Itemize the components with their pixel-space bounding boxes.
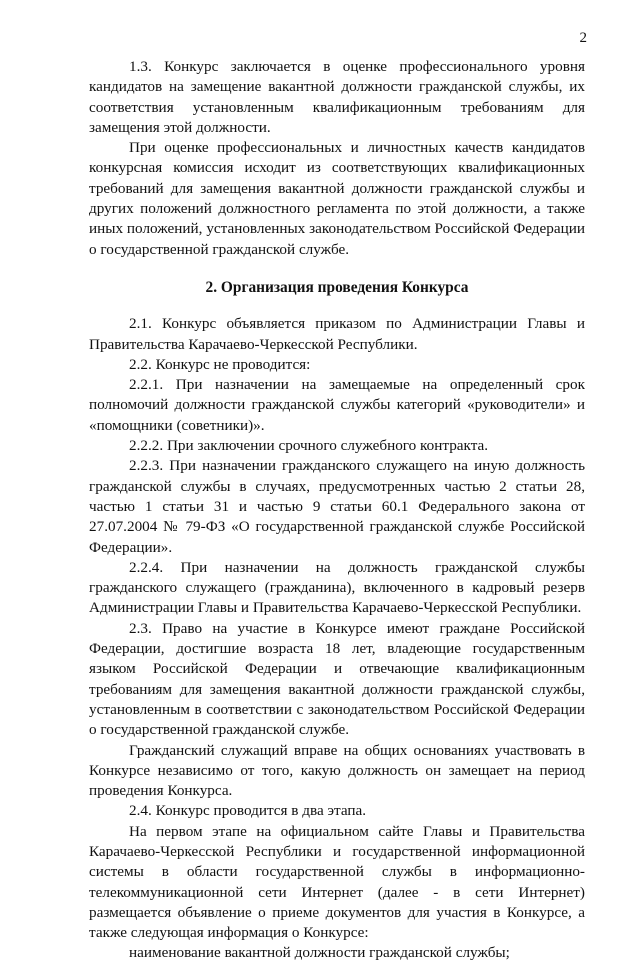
paragraph-2-1: 2.1. Конкурс объявляется приказом по Администрации Главы и Правительства Карачаево-Черкесской Республики. bbox=[89, 315, 585, 353]
section-heading: 2. Организация проведения Конкурса bbox=[205, 278, 469, 296]
paragraph-2-4: 2.4. Конкурс проводится в два этапа. bbox=[129, 802, 367, 820]
paragraph-first-stage: На первом этапе на официальном сайте Главы и Правительства Карачаево-Черкесской Республики и государственной информационной системы в области государственной службы в информационно-телекоммуникационной сети Интернет (далее - в сети Интернет) размещается объявление о приеме документов для участия в Конкурсе, а также следующая информация о Конкурсе: bbox=[89, 822, 585, 942]
paragraph-position-name: наименование вакантной должности гражданской службы; bbox=[129, 944, 510, 962]
paragraph-2-2-3: 2.2.3. При назначении гражданского служащего на иную должность гражданской службы в случаях, предусмотренных частью 2 статьи 28, частью 1 статьи 31 и частью 9 статьи 60.1 Федерального закона от 27.07.2004 № 79-ФЗ «О государственной гражданской службе Российской Федерации». bbox=[89, 457, 585, 556]
paragraph-1-3: 1.3. Конкурс заключается в оценке профессионального уровня кандидатов на замещение вакантной должности гражданской службы, их соответствия установленным квалификационным требованиям для замещения этой должности. bbox=[89, 58, 585, 136]
paragraph-2-2-2: 2.2.2. При заключении срочного служебного контракта. bbox=[129, 437, 489, 455]
paragraph-2-3: 2.3. Право на участие в Конкурсе имеют граждане Российской Федерации, достигшие возраста 18 лет, владеющие государственным языком Российской Федерации и отвечающие квалификационным требованиям для замещения вакантной должности гражданской службы, установленным в соответствии с законодательством Российской Федерации о государственной гражданской службе. bbox=[89, 619, 585, 739]
page-number: 2 bbox=[579, 30, 587, 46]
paragraph-2-2: 2.2. Конкурс не проводится: bbox=[129, 355, 311, 373]
document-body bbox=[89, 57, 585, 964]
paragraph-2-2-4: 2.2.4. При назначении на должность гражданской службы гражданского служащего (гражданина), включенного в кадровый резерв Администрации Главы и Правительства Карачаево-Черкесской Республики. bbox=[89, 558, 585, 617]
document-page bbox=[89, 0, 587, 962]
paragraph-civil-servant: Гражданский служащий вправе на общих основаниях участвовать в Конкурсе независимо от того, какую должность он замещает на период проведения Конкурса. bbox=[89, 741, 585, 800]
paragraph-2-2-1: 2.2.1. При назначении на замещаемые на определенный срок полномочий должности гражданской службы категорий «руководители» и «помощники (советники)». bbox=[89, 376, 585, 434]
paragraph-evaluation: При оценке профессиональных и личностных качеств кандидатов конкурсная комиссия исходит из соответствующих квалификационных требований для замещения вакантной должности гражданской службы и других положений должностного регламента по этой должности, а также иных положений, установленных законодательством Российской Федерации о государственной гражданской службе. bbox=[89, 139, 585, 258]
